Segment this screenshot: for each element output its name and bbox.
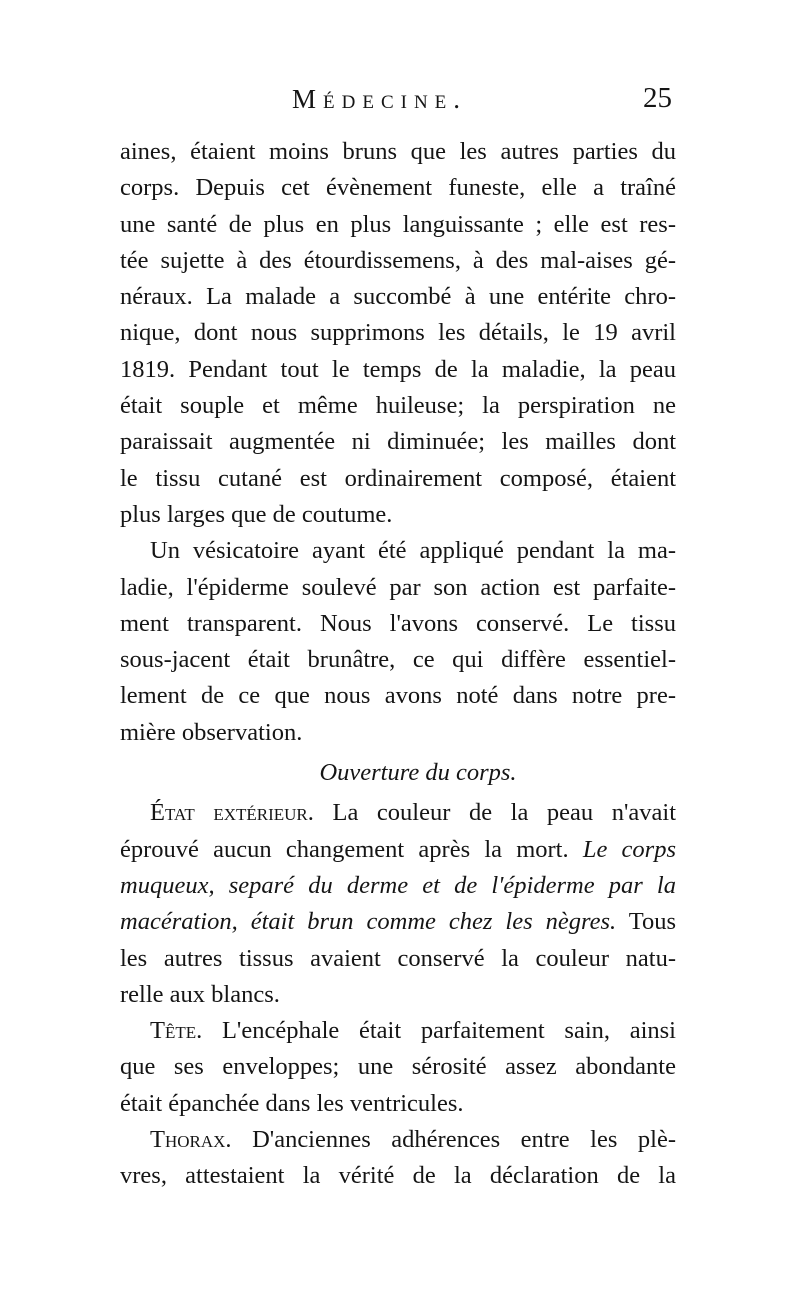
text-line <box>120 832 676 868</box>
section-heading: Ouverture du corps. <box>319 759 517 787</box>
page-number: 25 <box>643 82 672 114</box>
text-line: paraissait augmentée ni diminuée; les mailles dont <box>120 428 676 456</box>
paragraph-thorax <box>120 1122 676 1195</box>
text-line: lement de ce que nous avons noté dans notre pre- <box>120 682 676 710</box>
text-run: La couleur de la peau n'avait <box>313 799 676 827</box>
text-line: vres, attestaient la vérité de la déclaration de la <box>120 1162 676 1190</box>
text-line: plus larges que de coutume. <box>120 500 393 528</box>
text-line: ment transparent. Nous l'avons conservé. Le tissu <box>120 609 676 637</box>
text-line: Un vésicatoire ayant été appliqué pendant la ma- <box>150 537 676 565</box>
text-line: le tissu cutané est ordinairement composé, étaient <box>120 464 676 492</box>
paragraph-label: État extérieur. <box>150 799 314 827</box>
text-line <box>120 1122 676 1158</box>
italic-text-line: muqueux, separé du derme et de l'épiderme par la <box>120 871 676 899</box>
text-run: éprouvé aucun changement après la mort. <box>120 835 583 863</box>
paragraph-label: Thorax. <box>150 1126 232 1154</box>
text-line: relle aux blancs. <box>120 980 280 1008</box>
text-line: mière observation. <box>120 718 303 746</box>
text-line: aines, étaient moins bruns que les autres parties du <box>120 138 676 165</box>
text-line <box>120 1013 676 1049</box>
paragraph-continuation <box>120 134 676 533</box>
text-line <box>120 904 676 940</box>
text-line: ladie, l'épiderme soulevé par son action est parfaite- <box>120 573 676 601</box>
text-line: sous-jacent était brunâtre, ce qui diffère essentiel- <box>120 646 676 674</box>
text-line <box>120 795 676 831</box>
paragraph-etat-exterieur <box>120 795 676 1013</box>
text-run: L'encéphale était parfaitement sain, ainsi <box>202 1017 676 1045</box>
text-line: néraux. La malade a succombé à une entérite chro- <box>120 283 676 311</box>
paragraph-tete <box>120 1013 676 1122</box>
text-block <box>120 134 676 1195</box>
paragraph-label: Tête. <box>150 1017 203 1045</box>
text-line: 1819. Pendant tout le temps de la maladie, la peau <box>120 355 676 383</box>
paragraph-vesicatoire <box>120 533 676 751</box>
text-line: les autres tissus avaient conservé la couleur natu- <box>120 944 676 972</box>
italic-text-run: macération, était brun comme chez les nègres. <box>120 908 617 936</box>
text-line: était épanchée dans les ventricules. <box>120 1089 464 1117</box>
running-title: Médecine. <box>292 84 468 114</box>
text-line: tée sujette à des étourdissemens, à des mal-aises gé- <box>120 246 676 274</box>
text-line: corps. Depuis cet évènement funeste, elle a traîné <box>120 174 676 202</box>
text-line: nique, dont nous supprimons les détails, le 19 avril <box>120 319 676 347</box>
text-run: Tous <box>616 908 676 936</box>
text-line: que ses enveloppes; une sérosité assez abondante <box>120 1053 676 1081</box>
running-head <box>120 78 680 122</box>
text-run: D'anciennes adhérences entre les plè- <box>231 1126 676 1154</box>
text-line: était souple et même huileuse; la perspiration ne <box>120 392 676 420</box>
text-line: une santé de plus en plus languissante ; elle est res- <box>120 210 676 238</box>
italic-text-run: Le corps <box>582 835 676 863</box>
